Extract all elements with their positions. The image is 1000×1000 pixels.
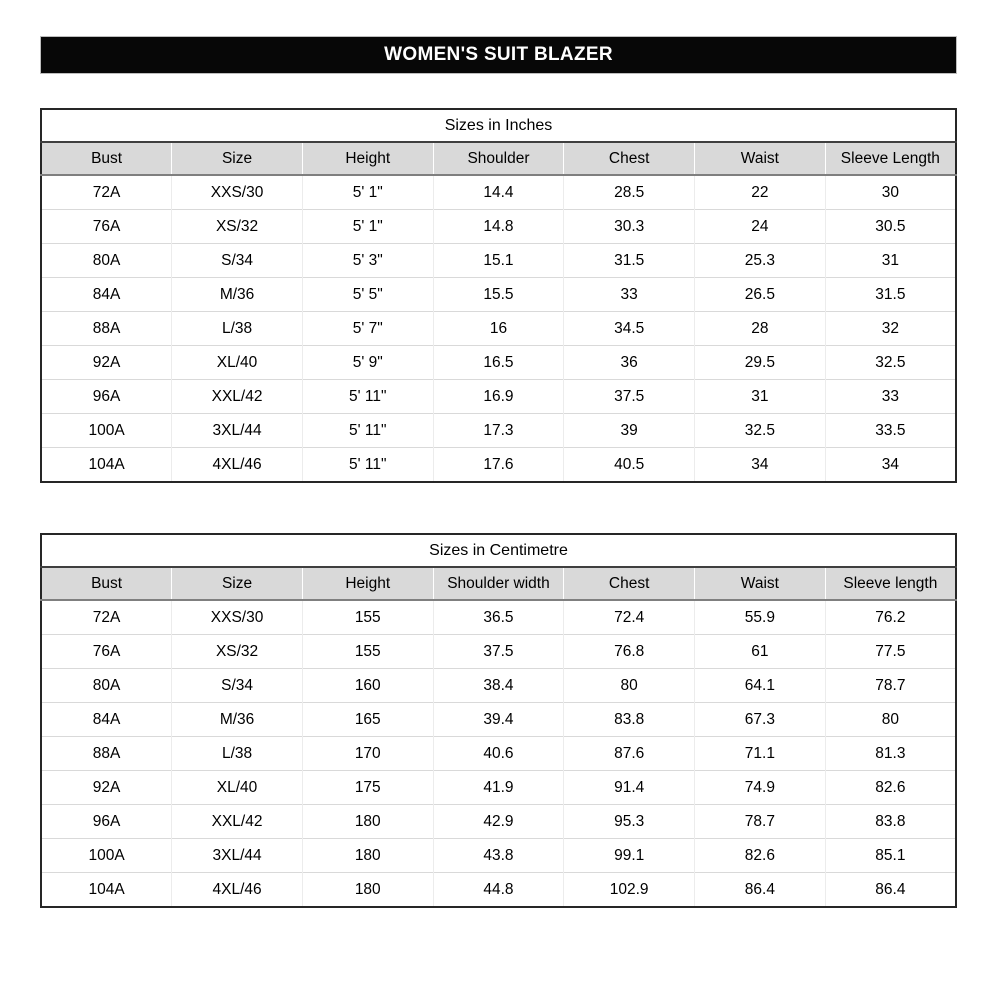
column-header-waist: Waist bbox=[695, 142, 826, 175]
size-cell: 86.4 bbox=[695, 873, 826, 908]
size-cell: 77.5 bbox=[825, 635, 956, 669]
size-cell: 31.5 bbox=[564, 244, 695, 278]
sizes-in-centimetre-table bbox=[40, 533, 957, 908]
size-cell: 28 bbox=[695, 312, 826, 346]
size-cell: 92A bbox=[41, 771, 172, 805]
size-cell: 30.3 bbox=[564, 210, 695, 244]
size-cell: 33 bbox=[825, 380, 956, 414]
column-header-sleeve-length: Sleeve Length bbox=[825, 142, 956, 175]
size-cell: 83.8 bbox=[564, 703, 695, 737]
column-header-bust: Bust bbox=[41, 142, 172, 175]
size-cell: 34.5 bbox=[564, 312, 695, 346]
size-cell: 33 bbox=[564, 278, 695, 312]
table-row bbox=[41, 175, 956, 210]
size-cell: 31 bbox=[695, 380, 826, 414]
size-cell: 72A bbox=[41, 175, 172, 210]
size-cell: 16 bbox=[433, 312, 564, 346]
size-cell: 31 bbox=[825, 244, 956, 278]
size-cell: 84A bbox=[41, 278, 172, 312]
size-cell: 67.3 bbox=[695, 703, 826, 737]
size-cell: XXL/42 bbox=[172, 380, 303, 414]
size-cell: 87.6 bbox=[564, 737, 695, 771]
size-cell: 104A bbox=[41, 448, 172, 483]
size-cell: 74.9 bbox=[695, 771, 826, 805]
column-header-size: Size bbox=[172, 142, 303, 175]
table-row bbox=[41, 448, 956, 483]
size-cell: 15.5 bbox=[433, 278, 564, 312]
table-title: Sizes in Inches bbox=[41, 109, 956, 142]
table-row bbox=[41, 771, 956, 805]
size-cell: 55.9 bbox=[695, 600, 826, 635]
size-cell: 39.4 bbox=[433, 703, 564, 737]
column-header-shoulder-width: Shoulder width bbox=[433, 567, 564, 600]
size-cell: 175 bbox=[302, 771, 433, 805]
size-cell: 36.5 bbox=[433, 600, 564, 635]
size-cell: L/38 bbox=[172, 312, 303, 346]
size-cell: 76.2 bbox=[825, 600, 956, 635]
table-row bbox=[41, 839, 956, 873]
table-row bbox=[41, 737, 956, 771]
table-row bbox=[41, 346, 956, 380]
size-cell: 5' 11" bbox=[302, 414, 433, 448]
table-title-row bbox=[41, 109, 956, 142]
size-cell: XXL/42 bbox=[172, 805, 303, 839]
size-cell: 5' 1" bbox=[302, 210, 433, 244]
table-row bbox=[41, 312, 956, 346]
table-row bbox=[41, 805, 956, 839]
size-cell: 44.8 bbox=[433, 873, 564, 908]
size-cell: 76A bbox=[41, 635, 172, 669]
size-cell: 88A bbox=[41, 737, 172, 771]
size-cell: 29.5 bbox=[695, 346, 826, 380]
size-cell: 37.5 bbox=[433, 635, 564, 669]
size-cell: 36 bbox=[564, 346, 695, 380]
size-cell: 31.5 bbox=[825, 278, 956, 312]
size-cell: XXS/30 bbox=[172, 600, 303, 635]
size-cell: 80 bbox=[825, 703, 956, 737]
table-title-row bbox=[41, 534, 956, 567]
size-cell: 170 bbox=[302, 737, 433, 771]
table-title: Sizes in Centimetre bbox=[41, 534, 956, 567]
size-cell: 82.6 bbox=[825, 771, 956, 805]
size-cell: 96A bbox=[41, 380, 172, 414]
size-cell: 32 bbox=[825, 312, 956, 346]
column-header-bust: Bust bbox=[41, 567, 172, 600]
size-cell: 5' 7" bbox=[302, 312, 433, 346]
size-cell: 39 bbox=[564, 414, 695, 448]
table-row bbox=[41, 703, 956, 737]
size-cell: 76A bbox=[41, 210, 172, 244]
table-row bbox=[41, 380, 956, 414]
size-cell: 64.1 bbox=[695, 669, 826, 703]
size-cell: L/38 bbox=[172, 737, 303, 771]
size-cell: 33.5 bbox=[825, 414, 956, 448]
size-cell: 72A bbox=[41, 600, 172, 635]
size-cell: 78.7 bbox=[695, 805, 826, 839]
size-cell: 86.4 bbox=[825, 873, 956, 908]
size-cell: 80A bbox=[41, 244, 172, 278]
size-cell: 180 bbox=[302, 873, 433, 908]
size-cell: 5' 11" bbox=[302, 448, 433, 483]
size-cell: 5' 11" bbox=[302, 380, 433, 414]
size-cell: XL/40 bbox=[172, 771, 303, 805]
size-cell: 40.5 bbox=[564, 448, 695, 483]
size-cell: 165 bbox=[302, 703, 433, 737]
size-cell: 3XL/44 bbox=[172, 839, 303, 873]
size-cell: 76.8 bbox=[564, 635, 695, 669]
column-header-row bbox=[41, 567, 956, 600]
product-title: WOMEN'S SUIT BLAZER bbox=[384, 44, 613, 65]
size-cell: 61 bbox=[695, 635, 826, 669]
size-cell: 37.5 bbox=[564, 380, 695, 414]
column-header-sleeve-length: Sleeve length bbox=[825, 567, 956, 600]
column-header-height: Height bbox=[302, 567, 433, 600]
table-row bbox=[41, 600, 956, 635]
table-row bbox=[41, 414, 956, 448]
size-cell: 5' 5" bbox=[302, 278, 433, 312]
size-cell: 25.3 bbox=[695, 244, 826, 278]
size-cell: 155 bbox=[302, 600, 433, 635]
size-cell: 41.9 bbox=[433, 771, 564, 805]
size-cell: S/34 bbox=[172, 244, 303, 278]
column-header-chest: Chest bbox=[564, 567, 695, 600]
table-row bbox=[41, 244, 956, 278]
table-row bbox=[41, 669, 956, 703]
size-cell: 180 bbox=[302, 839, 433, 873]
size-cell: 155 bbox=[302, 635, 433, 669]
size-cell: 14.4 bbox=[433, 175, 564, 210]
size-cell: XXS/30 bbox=[172, 175, 303, 210]
size-cell: 40.6 bbox=[433, 737, 564, 771]
size-cell: 80 bbox=[564, 669, 695, 703]
size-cell: M/36 bbox=[172, 703, 303, 737]
size-cell: 100A bbox=[41, 414, 172, 448]
size-cell: 26.5 bbox=[695, 278, 826, 312]
size-cell: XS/32 bbox=[172, 210, 303, 244]
size-cell: 102.9 bbox=[564, 873, 695, 908]
size-cell: 91.4 bbox=[564, 771, 695, 805]
size-cell: 14.8 bbox=[433, 210, 564, 244]
size-cell: 99.1 bbox=[564, 839, 695, 873]
size-cell: S/34 bbox=[172, 669, 303, 703]
size-cell: 82.6 bbox=[695, 839, 826, 873]
size-cell: 95.3 bbox=[564, 805, 695, 839]
size-cell: 3XL/44 bbox=[172, 414, 303, 448]
size-cell: 32.5 bbox=[825, 346, 956, 380]
size-cell: 83.8 bbox=[825, 805, 956, 839]
size-cell: 4XL/46 bbox=[172, 873, 303, 908]
sizes-in-inches-table bbox=[40, 108, 957, 483]
column-header-height: Height bbox=[302, 142, 433, 175]
size-cell: 30.5 bbox=[825, 210, 956, 244]
column-header-size: Size bbox=[172, 567, 303, 600]
size-cell: 38.4 bbox=[433, 669, 564, 703]
size-cell: 71.1 bbox=[695, 737, 826, 771]
product-title-banner bbox=[40, 36, 957, 74]
size-cell: 42.9 bbox=[433, 805, 564, 839]
size-cell: 80A bbox=[41, 669, 172, 703]
size-cell: 34 bbox=[825, 448, 956, 483]
size-cell: 32.5 bbox=[695, 414, 826, 448]
size-cell: 28.5 bbox=[564, 175, 695, 210]
size-cell: 81.3 bbox=[825, 737, 956, 771]
column-header-chest: Chest bbox=[564, 142, 695, 175]
size-cell: 16.9 bbox=[433, 380, 564, 414]
size-cell: 85.1 bbox=[825, 839, 956, 873]
column-header-row bbox=[41, 142, 956, 175]
size-cell: 72.4 bbox=[564, 600, 695, 635]
size-cell: 5' 1" bbox=[302, 175, 433, 210]
size-cell: XS/32 bbox=[172, 635, 303, 669]
size-cell: 22 bbox=[695, 175, 826, 210]
size-cell: 43.8 bbox=[433, 839, 564, 873]
table-row bbox=[41, 873, 956, 908]
size-cell: 180 bbox=[302, 805, 433, 839]
size-cell: 78.7 bbox=[825, 669, 956, 703]
size-cell: 84A bbox=[41, 703, 172, 737]
size-cell: 15.1 bbox=[433, 244, 564, 278]
table-row bbox=[41, 210, 956, 244]
size-cell: 16.5 bbox=[433, 346, 564, 380]
size-cell: 17.3 bbox=[433, 414, 564, 448]
size-cell: 24 bbox=[695, 210, 826, 244]
size-cell: 30 bbox=[825, 175, 956, 210]
size-cell: 160 bbox=[302, 669, 433, 703]
size-cell: 5' 9" bbox=[302, 346, 433, 380]
size-cell: M/36 bbox=[172, 278, 303, 312]
size-cell: 92A bbox=[41, 346, 172, 380]
size-cell: XL/40 bbox=[172, 346, 303, 380]
size-cell: 5' 3" bbox=[302, 244, 433, 278]
table-row bbox=[41, 635, 956, 669]
size-cell: 4XL/46 bbox=[172, 448, 303, 483]
size-cell: 104A bbox=[41, 873, 172, 908]
size-cell: 34 bbox=[695, 448, 826, 483]
column-header-waist: Waist bbox=[695, 567, 826, 600]
size-cell: 100A bbox=[41, 839, 172, 873]
size-cell: 88A bbox=[41, 312, 172, 346]
size-cell: 17.6 bbox=[433, 448, 564, 483]
table-row bbox=[41, 278, 956, 312]
size-cell: 96A bbox=[41, 805, 172, 839]
column-header-shoulder: Shoulder bbox=[433, 142, 564, 175]
